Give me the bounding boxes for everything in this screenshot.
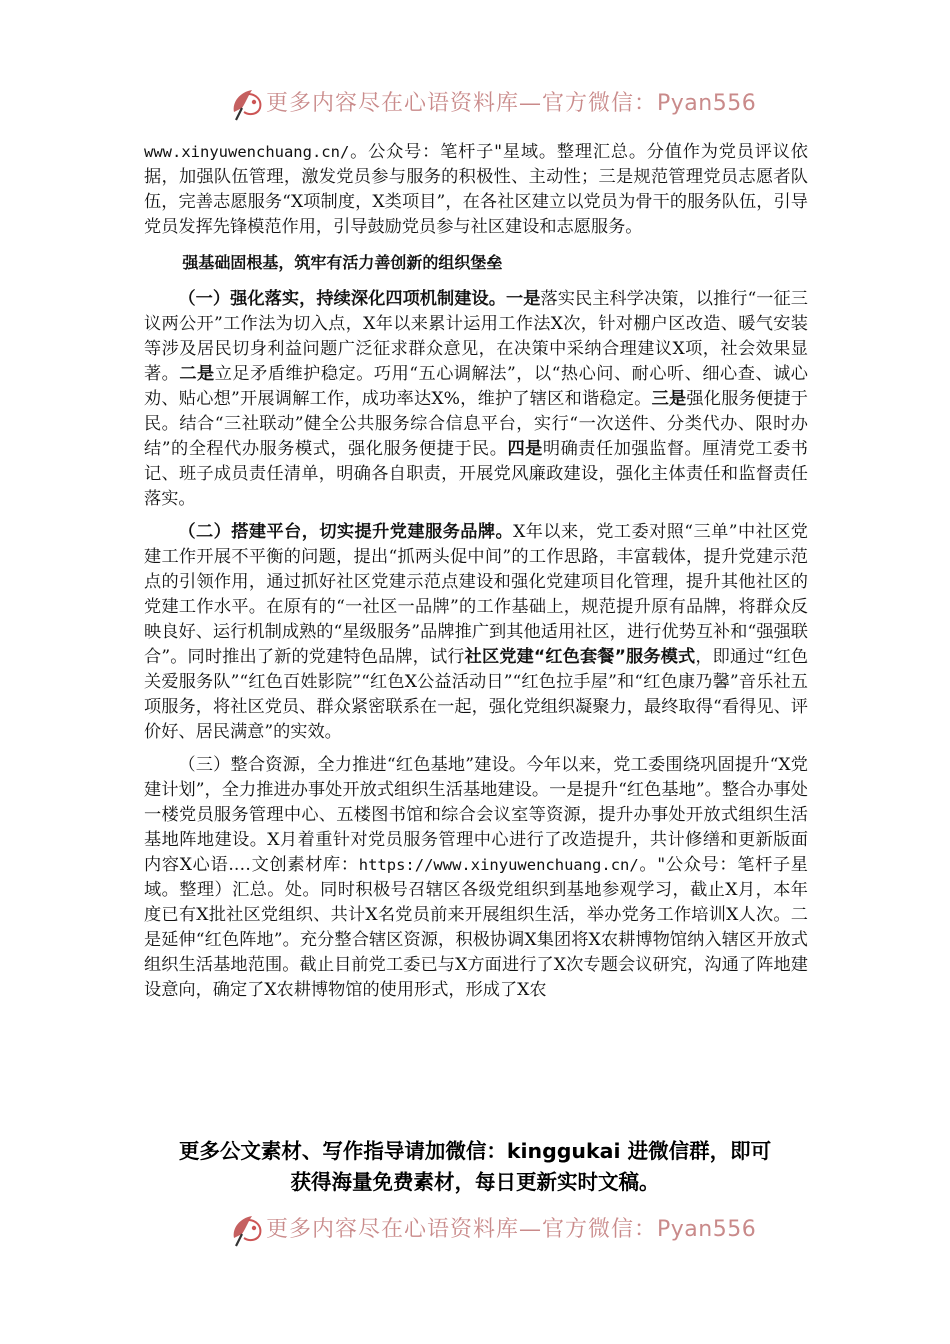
subsection-title-1: （一）强化落实，持续深化四项机制建设。 [178, 289, 507, 309]
website-url: www.xinyuwenchuang.cn/ [144, 143, 350, 161]
subsection-title-2: （二）搭建平台，切实提升党建服务品牌。 [178, 522, 514, 542]
watermark-wechat-id: Pyan556 [657, 1217, 757, 1242]
paragraph-mechanism: （一）强化落实，持续深化四项机制建设。一是落实民主科学决策，以推行“一征三议两公开”工作法为切入点，X年以来累计运用工作法X次，针对棚户区改造、暖气安装等涉及居民切身利益问题广泛征求群众意见，在决策中采纳合理建议X项，社会效果显著。二是立足矛盾维护稳定。巧用“五心调解法”，以“热心问、耐心听、细心查、诚心劝、贴心想”开展调解工作，成功率达X%，维护了辖区和谐稳定。三是强化服务便捷于民。结合“三社联动”健全公共服务综合信息平台，实行“一次送件、分类代办、限时办结”的全程代办服务模式，强化服务便捷于民。四是明确责任加强监督。厘清党工委书记、班子成员责任清单，明确各自职责，开展党风廉政建设，强化主体责任和监督责任落实。 [144, 289, 808, 509]
paragraph-resources: （三）整合资源，全力推进“红色基地”建设。今年以来，党工委围绕巩固提升“X党建计划”，全力推进办事处开放式组织生活基地建设。一是提升“红色基地”。整合办事处一楼党员服务管理中心、五楼图书馆和综合会议室等资源，提升办事处开放式组织生活基地阵地建设。X月着重针对党员服务管理中心进行了改造提升，共计修缮和更新版面内容X心语.…文创素材库：https://www.xinyuwenchuang.cn/。"公众号：笔杆子星域。整理）汇总。处。同时积极号召辖区各级党组织到基地参观学习，截止X月，本年度已有X批社区党组织、共计X名党员前来开展组织生活，举办党务工作培训X人次。二是延伸“红色阵地”。充分整合辖区资源，积极协调X集团将X农耕博物馆纳入辖区开放式组织生活基地范围。截止目前党工委已与X方面进行了X次专题会议研究，沟通了阵地建设意向，确定了X农耕博物馆的使用形式，形成了X农 [144, 755, 808, 1000]
pen-quill-logo-icon [228, 1210, 266, 1250]
paragraph-intro: www.xinyuwenchuang.cn/。公众号：笔杆子"星域。整理汇总。分值作为党员评议依据，加强队伍管理，激发党员参与服务的积极性、主动性；三是规范管理党员志愿者队伍，完善志愿服务“X项制度，X类项目”，在各社区建立以党员为骨干的服务队伍，引导党员发挥先锋模范作用，引导鼓励党员参与社区建设和志愿服务。 [144, 142, 808, 237]
watermark-header [0, 82, 950, 126]
watermark-text: 更多内容尽在心语资料库—官方微信：Pyan556 [266, 1217, 757, 1242]
watermark-text: 更多内容尽在心语资料库—官方微信：Pyan556 [266, 91, 757, 116]
promo-line-1: 更多公文素材、写作指导请加微信：kinggukai 进微信群，即可 [178, 1139, 772, 1163]
document-body [144, 140, 808, 1011]
watermark-footer [0, 1208, 950, 1252]
paragraph-platform: （二）搭建平台，切实提升党建服务品牌。X年以来，党工委对照“三单”中社区党建工作开展不平衡的问题，提出“抓两头促中间”的工作思路，丰富载体，提升党建示范点的引领作用，通过抓好社区党建示范点建设和强化党建项目化管理，提升其他社区的党建工作水平。在原有的“一社区一品牌”的工作基础上，规范提升原有品牌，将群众反映良好、运行机制成熟的“星级服务”品牌推广到其他适用社区，进行优势互补和“强强联合”。同时推出了新的党建特色品牌，试行社区党建“红色套餐”服务模式，即通过“红色关爱服务队”“红色百姓影院”“红色X公益活动日”“红色拉手屋”和“红色康乃馨”音乐社五项服务，将社区党员、群众紧密联系在一起，强化党组织凝聚力，最终取得“看得见、评价好、居民满意”的实效。 [144, 522, 809, 742]
promo-banner [120, 1136, 830, 1198]
promo-line-2: 获得海量免费素材，每日更新实时文稿。 [290, 1170, 660, 1194]
section-heading: 强基础固根基，筑牢有活力善创新的组织堡垒 [182, 253, 503, 272]
red-package-mode: 社区党建“红色套餐”服务模式 [464, 647, 696, 667]
website-url-2: https://www.xinyuwenchuang.cn/ [358, 856, 639, 874]
watermark-wechat-id: Pyan556 [657, 91, 757, 116]
pen-quill-logo-icon [228, 84, 266, 124]
